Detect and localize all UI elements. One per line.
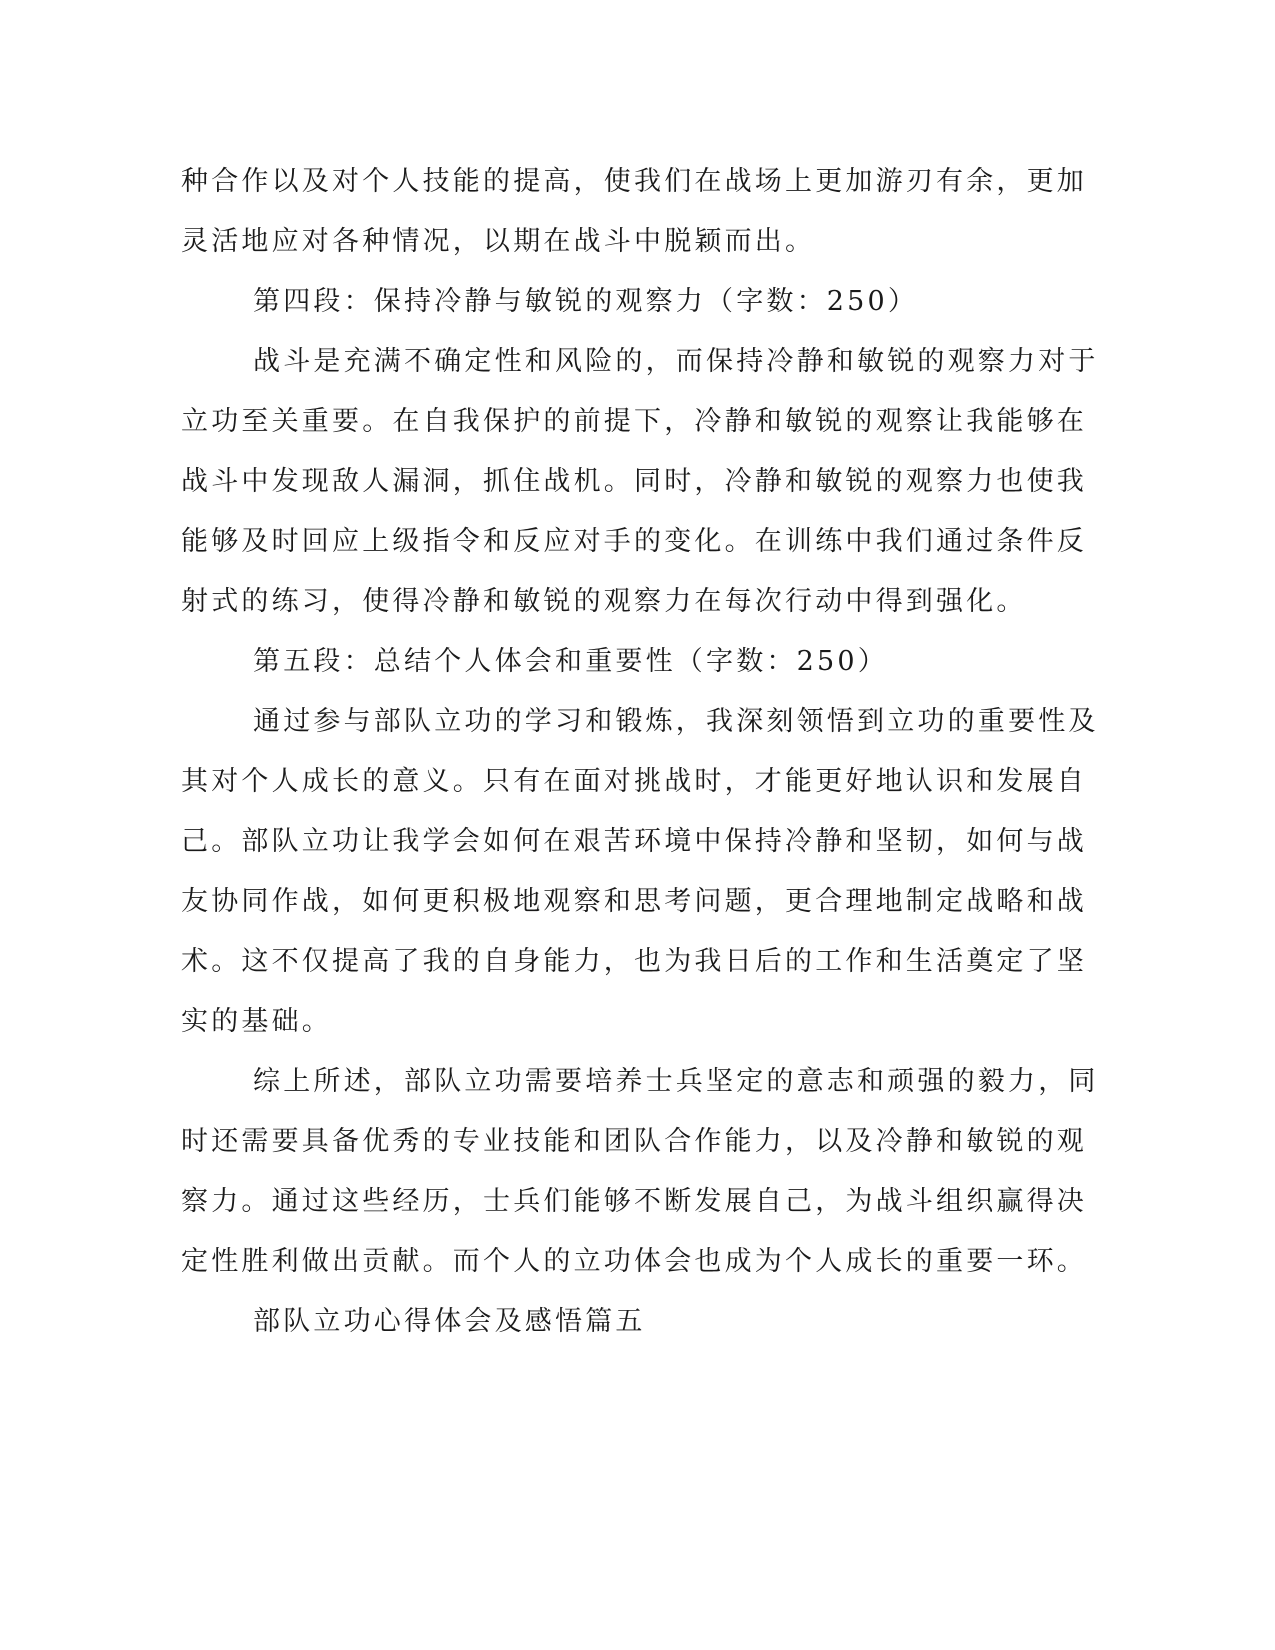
text-line: 射式的练习，使得冷静和敏锐的观察力在每次行动中得到强化。 <box>181 586 1027 617</box>
text-line: 综上所述，部队立功需要培养士兵坚定的意志和顽强的毅力，同 <box>253 1066 1099 1097</box>
text-line: 术。这不仅提高了我的自身能力，也为我日后的工作和生活奠定了坚 <box>181 946 1087 977</box>
section-heading: 第四段：保持冷静与敏锐的观察力（字数：250） <box>253 286 919 317</box>
text-line: 友协同作战，如何更积极地观察和思考问题，更合理地制定战略和战 <box>181 886 1087 917</box>
text-line: 时还需要具备优秀的专业技能和团队合作能力，以及冷静和敏锐的观 <box>181 1126 1087 1157</box>
section-heading: 第五段：总结个人体会和重要性（字数：250） <box>253 646 888 677</box>
section-title: 部队立功心得体会及感悟篇五 <box>253 1306 646 1337</box>
text-line: 察力。通过这些经历，士兵们能够不断发展自己，为战斗组织赢得决 <box>181 1186 1087 1217</box>
text-line: 立功至关重要。在自我保护的前提下，冷静和敏锐的观察让我能够在 <box>181 406 1087 437</box>
text-line: 灵活地应对各种情况，以期在战斗中脱颖而出。 <box>181 226 816 257</box>
text-line: 己。部队立功让我学会如何在艰苦环境中保持冷静和坚韧，如何与战 <box>181 826 1087 857</box>
text-line: 战斗中发现敌人漏洞，抓住战机。同时，冷静和敏锐的观察力也使我 <box>181 466 1087 497</box>
text-line: 通过参与部队立功的学习和锻炼，我深刻领悟到立功的重要性及 <box>253 706 1099 737</box>
text-line: 种合作以及对个人技能的提高，使我们在战场上更加游刃有余，更加 <box>181 166 1087 197</box>
text-line: 其对个人成长的意义。只有在面对挑战时，才能更好地认识和发展自 <box>181 766 1087 797</box>
text-line: 能够及时回应上级指令和反应对手的变化。在训练中我们通过条件反 <box>181 526 1087 557</box>
text-line: 实的基础。 <box>181 1006 332 1037</box>
document-body <box>181 152 1099 1352</box>
text-line: 定性胜利做出贡献。而个人的立功体会也成为个人成长的重要一环。 <box>181 1246 1087 1277</box>
text-line: 战斗是充满不确定性和风险的，而保持冷静和敏锐的观察力对于 <box>253 346 1099 377</box>
